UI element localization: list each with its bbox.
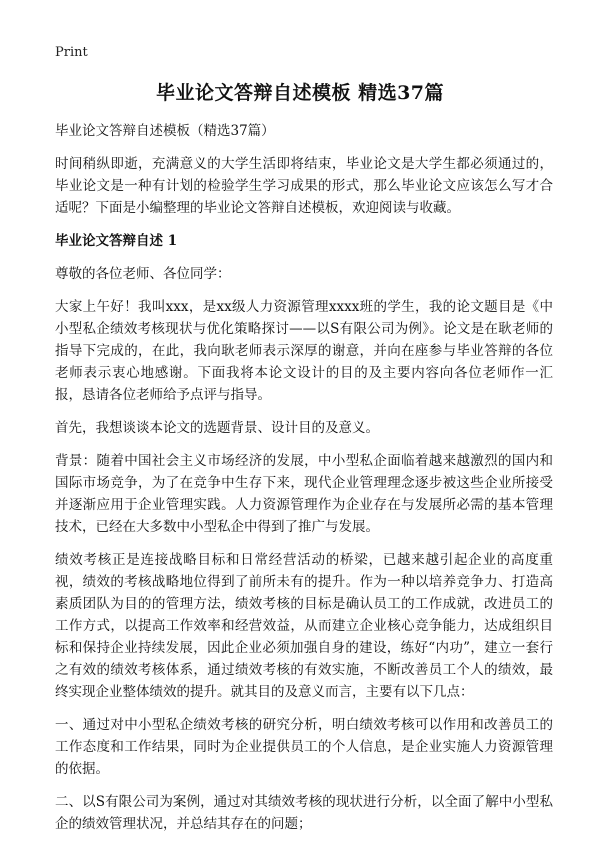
document-subtitle: 毕业论文答辩自述模板（精选37篇） bbox=[55, 123, 275, 139]
intro-paragraph: 时间稍纵即逝，充满意义的大学生活即将结束，毕业论文是大学生都必须通过的，毕业论文是一种有计划的检验学生学习成果的形式，那么毕业论文应该怎么写才合适呢？下面是小编整理的毕业论文答辩自述模板，欢迎阅读与收藏。 bbox=[55, 156, 553, 216]
section-heading: 毕业论文答辩自述 1 bbox=[55, 233, 178, 249]
greeting-paragraph: 尊敬的各位老师、各位同学： bbox=[55, 266, 231, 282]
body-paragraph-2: 首先，我想谈谈本论文的选题背景、设计目的及意义。 bbox=[55, 420, 379, 436]
print-link[interactable]: Print bbox=[55, 45, 88, 60]
body-paragraph-4: 绩效考核正是连接战略目标和日常经营活动的桥梁，已越来越引起企业的高度重视，绩效的考核战略地位得到了前所未有的提升。作为一种以培养竞争力、打造高素质团队为目的的管理方法，绩效考核的目标是确认员工的工作成就，改进员工的工作方式，以提高工作效率和经营效益，从而建立企业核心竞争能力，达成组织目标和保持企业持续发展，因此企业必须加强自身的建设，练好“内功”，建立一套行之有效的绩效考核体系，通过绩效考核的有效实施，不断改善员工个人的绩效，最终实现企业整体绩效的提升。就其目的及意义而言，主要有以下几点： bbox=[55, 552, 553, 700]
document-body bbox=[55, 120, 553, 846]
body-paragraph-6: 二、以S有限公司为案例，通过对其绩效考核的现状进行分析，以全面了解中小型私企的绩效管理状况，并总结其存在的问题； bbox=[55, 794, 553, 832]
body-paragraph-3: 背景：随着中国社会主义市场经济的发展，中小型私企面临着越来越激烈的国内和国际市场竞争，为了在竞争中生存下来，现代企业管理理念逐步被这些企业所接受并逐渐应用于企业管理实践。人力资源管理作为企业存在与发展所必需的基本管理技术，已经在大多数中小型私企中得到了推广与发展。 bbox=[55, 453, 553, 535]
body-paragraph-5: 一、通过对中小型私企绩效考核的研究分析，明白绩效考核可以作用和改善员工的工作态度和工作结果，同时为企业提供员工的个人信息，是企业实施人力资源管理的依据。 bbox=[55, 717, 553, 777]
page-title: 毕业论文答辩自述模板 精选37篇 bbox=[155, 82, 445, 104]
body-paragraph-1: 大家上午好！我叫xxx，是xx级人力资源管理xxxx班的学生，我的论文题目是《中小型私企绩效考核现状与优化策略探讨——以S有限公司为例》。论文是在耿老师的指导下完成的，在此，我向耿老师表示深厚的谢意，并向在座参与毕业答辩的各位老师表示衷心地感谢。下面我将本论文设计的目的及主要内容向各位老师作一汇报，恳请各位老师给予点评与指导。 bbox=[55, 299, 553, 403]
